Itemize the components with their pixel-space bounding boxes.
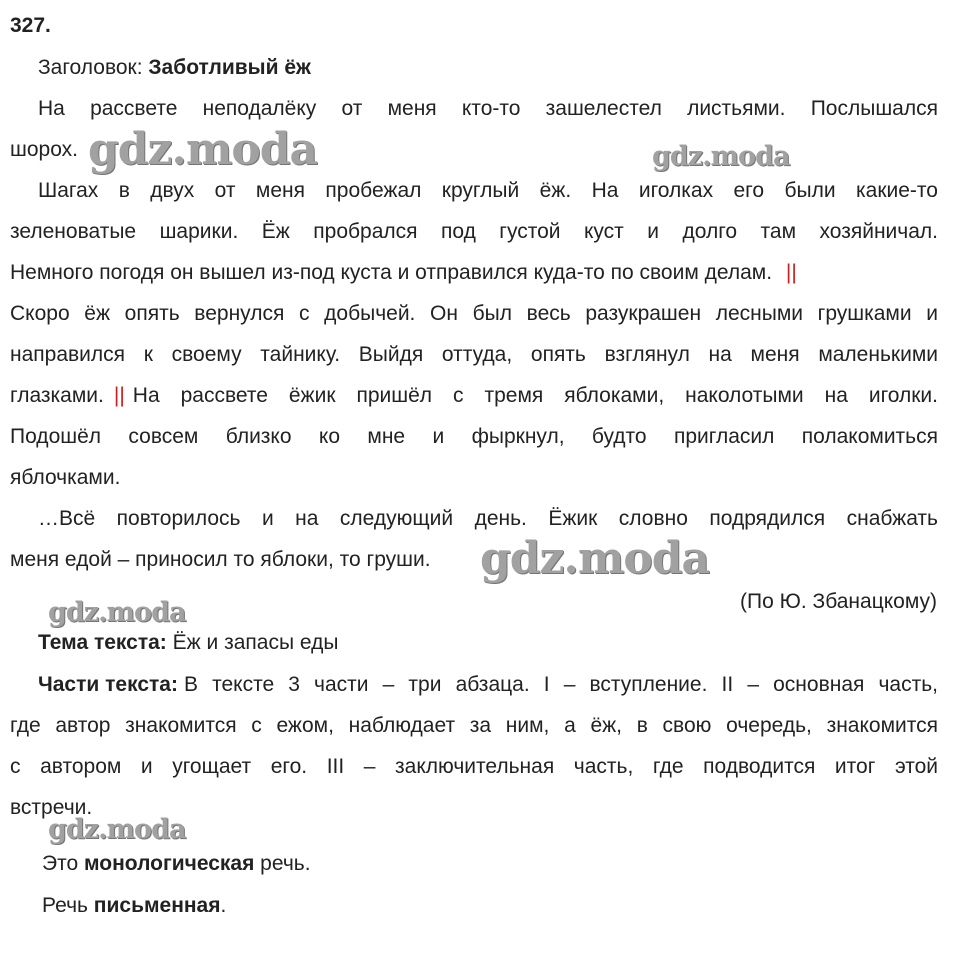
watermark-logo: gdz.moda — [48, 814, 186, 845]
text-line-5-wrap — [10, 259, 797, 287]
heading-title: Заботливый ёж — [148, 56, 311, 79]
speech-form-line — [42, 892, 226, 920]
text-line-3: Шагах в двух от меня пробежал круглый ёж. На иголках его были какие-то — [38, 179, 938, 202]
speech-type-value: монологическая — [84, 852, 255, 875]
speech-form-pre: Речь — [42, 894, 94, 917]
parts-line-1 — [38, 671, 938, 699]
parts-text-1: В тексте 3 части – три абзаца. I – вступление. II – основная часть, — [183, 673, 938, 696]
text-line-8 — [10, 382, 938, 410]
heading-label: Заголовок: — [38, 56, 149, 79]
divider-mark-2: || — [113, 384, 125, 407]
text-line-10: яблочками. — [10, 466, 121, 489]
parts-label: Части текста: — [38, 673, 178, 696]
theme-value: Ёж и запасы еды — [172, 631, 339, 654]
text-line-8b: На рассвете ёжик пришёл с тремя яблоками, наколотыми на иголки. — [132, 384, 938, 407]
speech-type-pre: Это — [42, 852, 84, 875]
text-line-4: зеленоватые шарики. Ёж пробрался под густой куст и долго там хозяйничал. — [10, 220, 938, 243]
parts-text-4: встречи. — [10, 796, 93, 819]
speech-type-post: речь. — [254, 852, 311, 875]
speech-form-value: письменная — [93, 894, 221, 917]
text-line-9: Подошёл совсем близко ко мне и фыркнул, будто пригласил полакомиться — [10, 425, 938, 448]
watermark-logo: gdz.moda — [652, 141, 790, 172]
attribution: (По Ю. Збанацкому) — [740, 590, 937, 613]
text-line-7: направился к своему тайнику. Выйдя оттуда, опять взглянул на меня маленькими — [10, 343, 938, 366]
theme-line — [38, 629, 338, 657]
parts-text-2: где автор знакомится с ежом, наблюдает за ним, а ёж, в свою очередь, знакомится — [10, 714, 938, 737]
text-line-8a: глазками. — [10, 384, 104, 407]
text-line-5: Немного погодя он вышел из-под куста и отправился куда-то по своим делам. — [10, 261, 773, 284]
text-line-2: шорох. — [10, 138, 78, 161]
heading-line — [38, 54, 311, 82]
text-line-1: На рассвете неподалёку от меня кто-то зашелестел листьями. Послышался — [38, 97, 938, 120]
watermark-logo: gdz.moda — [48, 597, 186, 628]
watermark-logo: gdz.moda — [480, 533, 710, 584]
text-line-6: Скоро ёж опять вернулся с добычей. Он был весь разукрашен лесными грушками и — [10, 302, 938, 325]
text-line-12: меня едой – приносил то яблоки, то груши. — [10, 548, 431, 571]
theme-label: Тема текста: — [38, 631, 167, 654]
text-line-11: …Всё повторилось и на следующий день. Ёжик словно подрядился снабжать — [38, 507, 938, 530]
exercise-number: 327. — [10, 14, 51, 37]
watermark-logo: gdz.moda — [88, 124, 318, 175]
divider-mark-1: || — [785, 261, 797, 284]
speech-type-line — [42, 850, 311, 878]
speech-form-post: . — [220, 894, 227, 917]
parts-text-3: с автором и угощает его. III – заключительная часть, где подводится итог этой — [10, 755, 938, 778]
